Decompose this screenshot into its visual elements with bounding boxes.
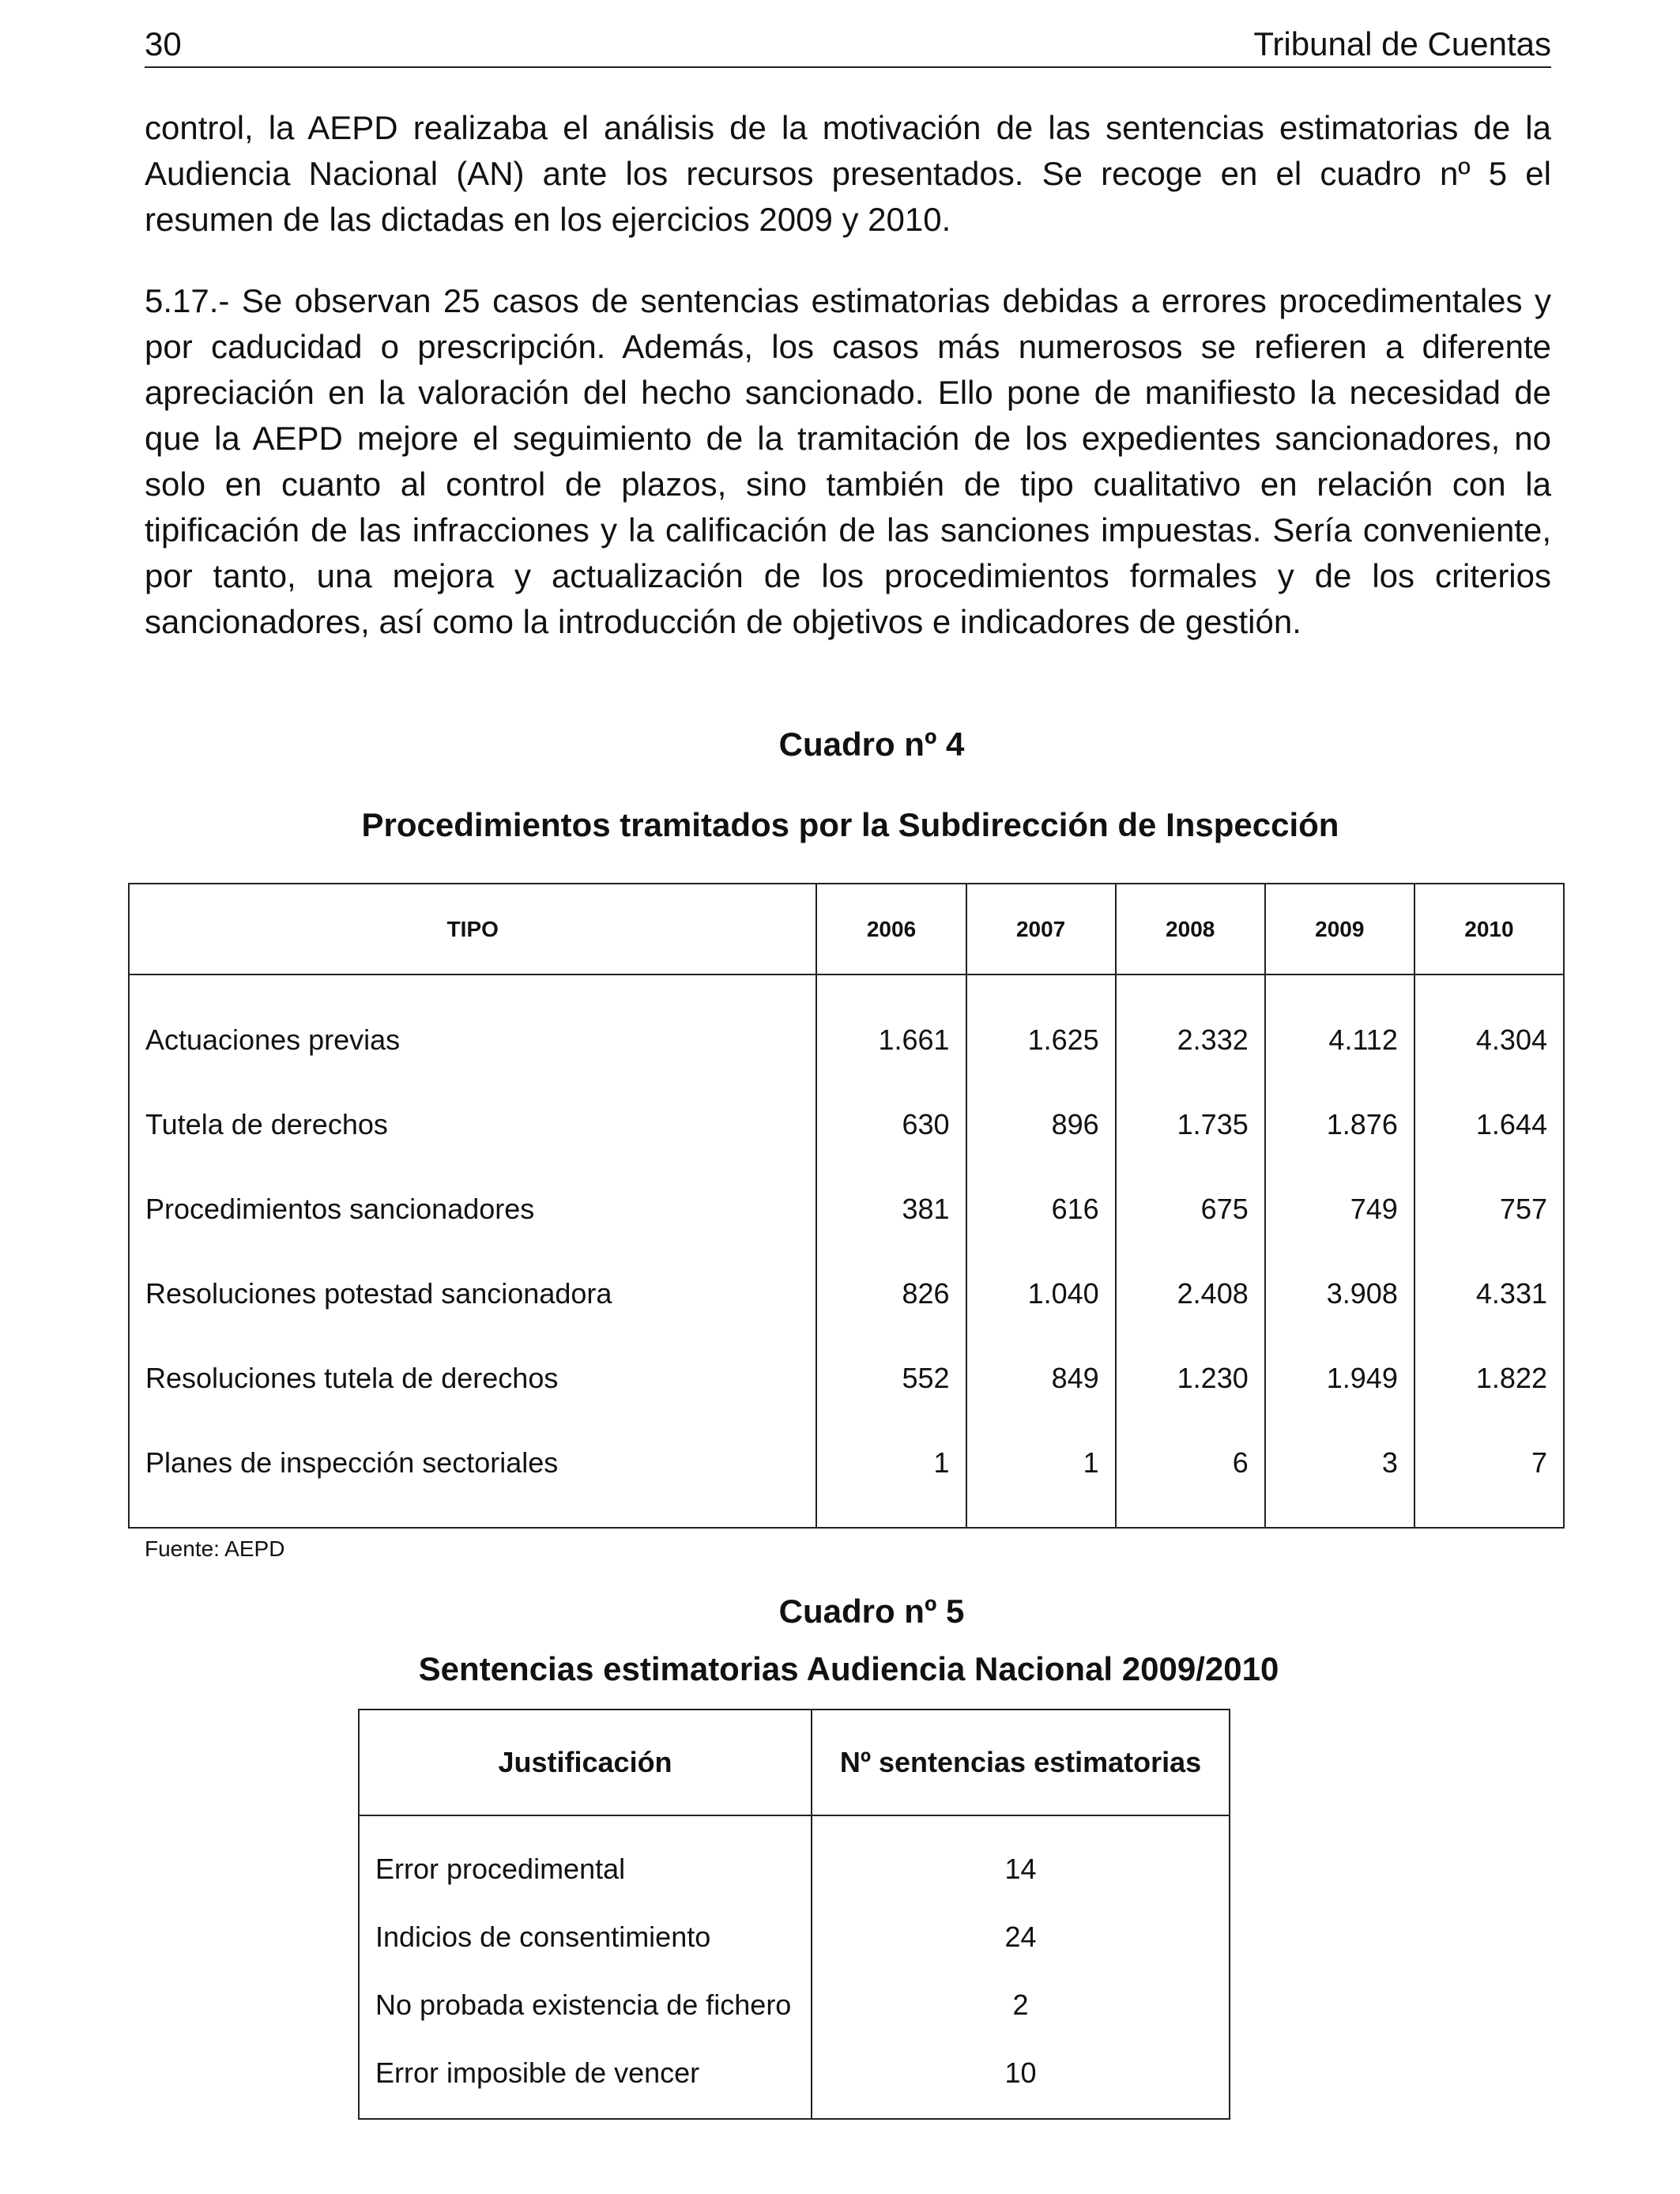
table4-cell: Procedimientos sancionadores bbox=[129, 1167, 816, 1251]
table4-cell: 1 bbox=[816, 1420, 966, 1528]
table4-cell: 1.625 bbox=[966, 974, 1116, 1082]
table5-number: Cuadro nº 5 bbox=[778, 1593, 965, 1630]
table5-header-sentencias: Nº sentencias estimatorias bbox=[812, 1710, 1230, 1815]
table4-cell: 826 bbox=[816, 1251, 966, 1336]
table4-cell: 616 bbox=[966, 1167, 1116, 1251]
table5-cell: No probada existencia de fichero bbox=[359, 1971, 812, 2039]
table4-cell: 1.735 bbox=[1116, 1082, 1265, 1167]
running-header bbox=[145, 24, 1551, 68]
table4-cell: 3 bbox=[1265, 1420, 1414, 1528]
table4-cell: 1 bbox=[966, 1420, 1116, 1528]
table4-header-row bbox=[129, 884, 1564, 974]
table4-cell: 675 bbox=[1116, 1167, 1265, 1251]
table4-header-2007: 2007 bbox=[966, 884, 1116, 974]
table4-header-2009: 2009 bbox=[1265, 884, 1414, 974]
table4-header-2008: 2008 bbox=[1116, 884, 1265, 974]
table5-cell: 2 bbox=[812, 1971, 1230, 2039]
table-row bbox=[129, 1420, 1564, 1528]
table4-cell: 2.332 bbox=[1116, 974, 1265, 1082]
paragraph-1: control, la AEPD realizaba el análisis de la motivación de las sentencias estimatorias de la Audiencia Nacional (AN) ante los recursos presentados. Se recoge en el cuadro nº 5 el resumen de las dictadas en los ejercicios 2009 y 2010. bbox=[145, 109, 1551, 238]
table4-cell: 1.876 bbox=[1265, 1082, 1414, 1167]
table5-cell: Error procedimental bbox=[359, 1815, 812, 1903]
table-row bbox=[129, 1082, 1564, 1167]
table4-cell: Tutela de derechos bbox=[129, 1082, 816, 1167]
table5-cell: 14 bbox=[812, 1815, 1230, 1903]
table4-cell: 1.661 bbox=[816, 974, 966, 1082]
table4-cell: Planes de inspección sectoriales bbox=[129, 1420, 816, 1528]
table4-cell: 2.408 bbox=[1116, 1251, 1265, 1336]
table5 bbox=[358, 1709, 1230, 2120]
table4-cell: Actuaciones previas bbox=[129, 974, 816, 1082]
table4-cell: 1.949 bbox=[1265, 1336, 1414, 1420]
table5-header-justificacion: Justificación bbox=[359, 1710, 812, 1815]
table5-cell: Error imposible de vencer bbox=[359, 2039, 812, 2119]
table4-header-2006: 2006 bbox=[816, 884, 966, 974]
table5-cell: 24 bbox=[812, 1903, 1230, 1971]
page-number: 30 bbox=[145, 25, 182, 62]
table4-cell: 3.908 bbox=[1265, 1251, 1414, 1336]
table5-cell: Indicios de consentimiento bbox=[359, 1903, 812, 1971]
table4-cell: 7 bbox=[1414, 1420, 1564, 1528]
table5-title: Sentencias estimatorias Audiencia Nacional 2009/2010 bbox=[418, 1650, 1279, 1687]
table4 bbox=[128, 883, 1565, 1529]
table4-cell: 849 bbox=[966, 1336, 1116, 1420]
table-row bbox=[359, 2039, 1230, 2119]
table4-cell: 4.331 bbox=[1414, 1251, 1564, 1336]
table4-header-2010: 2010 bbox=[1414, 884, 1564, 974]
table4-cell: Resoluciones tutela de derechos bbox=[129, 1336, 816, 1420]
publication-title: Tribunal de Cuentas bbox=[1253, 25, 1551, 62]
table4-cell: Resoluciones potestad sancionadora bbox=[129, 1251, 816, 1336]
table-row bbox=[129, 1251, 1564, 1336]
table-row bbox=[129, 1336, 1564, 1420]
table4-cell: 1.040 bbox=[966, 1251, 1116, 1336]
paragraph-2: 5.17.- Se observan 25 casos de sentencias estimatorias debidas a errores procedimentales y por caducidad o prescripción. Además, los casos más numerosos se refieren a diferente apreciación en la valoración del hecho sancionado. Ello pone de manifiesto la necesidad de que la AEPD mejore el seguimiento de la tramitación de los expedientes sancionadores, no solo en cuanto al control de plazos, sino también de tipo cualitativo en relación con la tipificación de las infracciones y la calificación de las sanciones impuestas. Sería conveniente, por tanto, una mejora y actualización de los procedimientos formales y de los criterios sancionadores, así como la introducción de objetivos e indicadores de gestión. bbox=[145, 282, 1551, 640]
table4-cell: 749 bbox=[1265, 1167, 1414, 1251]
table4-number: Cuadro nº 4 bbox=[778, 726, 965, 763]
table-row bbox=[359, 1815, 1230, 1903]
table4-cell: 381 bbox=[816, 1167, 966, 1251]
table4-cell: 6 bbox=[1116, 1420, 1265, 1528]
table4-cell: 896 bbox=[966, 1082, 1116, 1167]
table4-title: Procedimientos tramitados por la Subdirección de Inspección bbox=[361, 806, 1339, 843]
table-row bbox=[129, 974, 1564, 1082]
table4-cell: 552 bbox=[816, 1336, 966, 1420]
table4-cell: 1.644 bbox=[1414, 1082, 1564, 1167]
table4-cell: 4.112 bbox=[1265, 974, 1414, 1082]
table-row bbox=[359, 1903, 1230, 1971]
table5-header-row bbox=[359, 1710, 1230, 1815]
table4-cell: 1.822 bbox=[1414, 1336, 1564, 1420]
table4-cell: 4.304 bbox=[1414, 974, 1564, 1082]
table4-source: Fuente: AEPD bbox=[145, 1536, 285, 1561]
table-row bbox=[129, 1167, 1564, 1251]
table5-cell: 10 bbox=[812, 2039, 1230, 2119]
table4-header-tipo: TIPO bbox=[129, 884, 816, 974]
table-row bbox=[359, 1971, 1230, 2039]
table4-cell: 757 bbox=[1414, 1167, 1564, 1251]
table4-cell: 630 bbox=[816, 1082, 966, 1167]
table4-cell: 1.230 bbox=[1116, 1336, 1265, 1420]
